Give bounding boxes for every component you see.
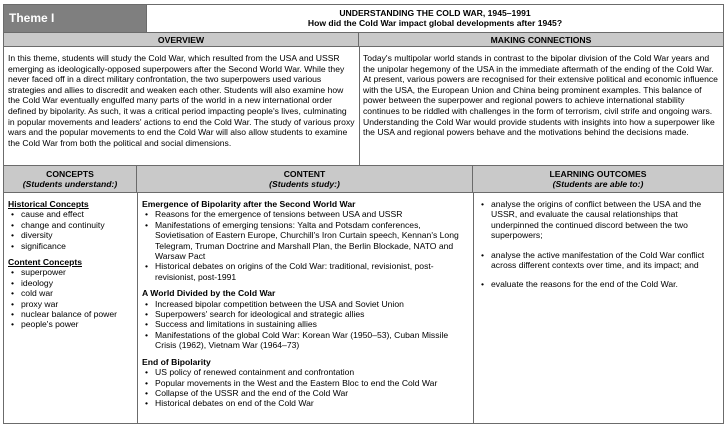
list-item: • Manifestations of the global Cold War: Korean War (1950–53), Cuban Missile Crisis (1962), Vietnam War (1964–73) [145,329,449,351]
theme-label-cell [4,5,147,32]
theme-title-cell [147,5,723,32]
list-item: • Manifestations of emerging tensions: Yalta and Potsdam conferences, Sovietisation of Eastern Europe, Churchill's Iron Curtain speech, Kennan's Long Telegram, Truman Doctrine and Marshall Plan, the Berlin Blockade, NATO and Warsaw Pact [145,219,459,262]
content-concepts-list [8,267,134,329]
concepts-heading: CONCEPTS [46,169,94,179]
list-item: • Reasons for the emergence of tensions between USA and USSR [145,209,403,220]
list-item: • Historical debates on origins of the Cold War: traditional, revisionist, post-revisionist, post-1991 [145,261,434,282]
content-subheading: (Students study:) [269,179,340,189]
list-item: • Success and limitations in sustaining allies [145,319,317,330]
theme-label: Theme I [9,11,55,25]
content-section-list [142,367,469,409]
content-heading: CONTENT [283,169,326,179]
theme-header-row [4,5,723,33]
list-item: • Popular movements in the West and the Eastern Bloc to end the Cold War [145,377,438,388]
list-item: • US policy of renewed containment and confrontation [145,367,355,378]
content-section-title: End of Bipolarity [142,356,211,367]
list-item: • change and continuity [11,219,105,230]
theme-title: UNDERSTANDING THE COLD WAR, 1945–1991 [339,8,531,18]
content-heading-cell [137,166,473,193]
content-section-title: A World Divided by the Cold War [142,288,276,299]
list-item: • nuclear balance of power [11,309,118,320]
overview-divider [359,47,360,165]
list-item: • cold war [11,288,53,299]
content-concepts-title: Content Concepts [8,257,82,268]
connections-heading: MAKING CONNECTIONS [359,33,723,47]
outcomes-list [478,199,718,290]
concepts-cell [8,199,134,330]
list-item: • Historical debates on end of the Cold War [145,398,314,409]
list-item: • analyse the origins of conflict between the USA and the USSR, and evaluate the causal relationships that underpinned the continued discord between the two superpowers; [481,199,702,241]
concepts-subheading: (Students understand:) [22,179,118,189]
concepts-heading-cell [4,166,137,193]
list-item: • analyse the active manifestation of the Cold War conflict across different contexts over time, and its impact; and [481,249,705,271]
outcomes-subheading: (Students are able to:) [552,179,644,189]
list-item: • Superpowers' search for ideological and strategic allies [145,309,365,320]
list-item: • proxy war [11,298,59,309]
theme-table [3,4,724,424]
list-item: • Collapse of the USSR and the end of the Cold War [145,387,349,398]
connections-text: Today's multipolar world stands in contrast to the bipolar division of the Cold War years and the unipolar hegemony of the USA in the immediate aftermath of the ending of the Cold War. At present, various powers are recognised for their extensive political and economic influence with the USA, the European Union and China being prominent examples. This balance of power between the superpower and regional powers to achieve international stability continues to be riddled with challenges in the form of terrorism, civil strife and ongoing wars. Understanding the Cold War would provide students with insights into how a superpower like the USA and regional powers behave and the motivations behind the decisions made. [363,53,718,138]
connections-text-cell [363,53,719,138]
list-item: • diversity [11,230,53,241]
historical-concepts-list [8,209,134,251]
content-section-list [142,209,469,282]
list-item: • significance [11,240,66,251]
theme-question: How did the Cold War impact global developments after 1945? [307,18,563,28]
list-item: • evaluate the reasons for the end of the Cold War. [481,279,678,290]
overview-text-cell [8,53,355,148]
list-item: • ideology [11,277,54,288]
outcomes-heading-cell [473,166,723,193]
content-divider [473,193,474,423]
list-item: • superpower [11,267,66,278]
content-section-list [142,299,469,351]
historical-concepts-title: Historical Concepts [8,199,89,209]
overview-text: In this theme, students will study the Cold War, which resulted from the USA and USSR emerging as ideologically-opposed superpowers after the Second World War. While they never faced off in a direct military confrontation, the two superpowers used various strategies and allies to discredit and weaken each other. Students will also examine how the Cold War eventually engulfed many parts of the world in a new international order defined by bipolarity. As such, it was a critical period impacting people's lives, culminating in popular movements and leaders' actions to end the Cold War. The study of various proxy wars and the popular movements to end the Cold War will also allow students to examine the Cold War from both the political and social dimensions. [8,53,355,148]
list-item: • people's power [11,319,79,330]
outcomes-heading: LEARNING OUTCOMES [549,169,647,179]
concepts-divider [137,193,138,423]
outcomes-cell [478,199,718,299]
content-section-title: Emergence of Bipolarity after the Second World War [142,199,356,209]
overview-heading: OVERVIEW [4,33,359,47]
list-item: • Increased bipolar competition between the USA and Soviet Union [145,298,404,309]
content-cell [142,199,469,409]
list-item: • cause and effect [11,209,84,220]
